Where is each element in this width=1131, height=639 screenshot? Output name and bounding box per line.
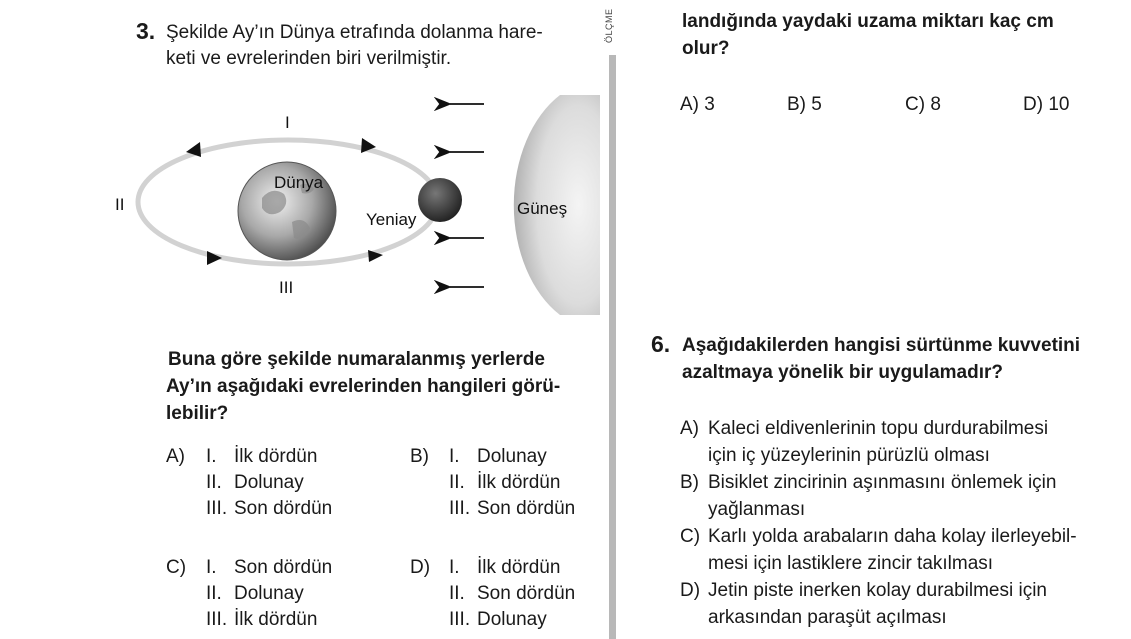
question-3-stem-line-1: Şekilde Ay’ın Dünya etrafında dolanma hare-	[166, 22, 543, 43]
question-3-number: 3.	[136, 18, 156, 44]
question-3-prompt-line-1: Buna göre şekilde numaralanmış yerlerde	[168, 349, 545, 370]
moon-orbit-figure	[0, 0, 600, 320]
figure-label-sun: Güneş	[517, 199, 568, 218]
q6-option-d-letter: D)	[680, 580, 701, 601]
q3-option-d-line-1: I. İlk dördün	[449, 557, 561, 578]
question-3-prompt-line-2: Ay’ın aşağıdaki evrelerinden hangileri görü-	[166, 376, 561, 397]
q3-option-c-letter: C)	[166, 557, 187, 578]
question-6-stem-line-1: Aşağıdakilerden hangisi sürtünme kuvvetini	[682, 335, 1081, 356]
new-moon-icon	[418, 178, 462, 222]
q5-option-b[interactable]: B) 5	[787, 94, 822, 115]
q6-option-a-line-1: Kaleci eldivenlerinin topu durdurabilmesi	[708, 418, 1049, 439]
q5-option-c[interactable]: C) 8	[905, 94, 941, 115]
q3-option-d-line-2: II. Son dördün	[449, 583, 576, 604]
q6-option-d-line-2: arkasından paraşüt açılması	[708, 607, 947, 628]
q3-option-a-line-1: I. İlk dördün	[206, 446, 318, 467]
figure-label-I: I	[285, 113, 290, 132]
q5-option-a[interactable]: A) 3	[680, 94, 715, 115]
question-5-stem-line-2: olur?	[682, 38, 730, 59]
question-3-stem-line-2: keti ve evrelerinden biri verilmiştir.	[166, 48, 452, 69]
column-divider	[609, 55, 616, 639]
q3-option-d-line-3: III. Dolunay	[449, 609, 547, 630]
q3-option-d-letter: D)	[410, 557, 431, 578]
q3-option-c-line-1: I. Son dördün	[206, 557, 333, 578]
q6-option-b-line-1: Bisiklet zincirinin aşınmasını önlemek için	[708, 472, 1057, 493]
q6-option-b-letter: B)	[680, 472, 699, 493]
figure-label-III: III	[279, 278, 294, 297]
q3-option-b-line-2: II. İlk dördün	[449, 472, 561, 493]
q6-option-a-line-2: için iç yüzeylerinin pürüzlü olması	[708, 445, 990, 466]
q3-option-b-line-1: I. Dolunay	[449, 446, 547, 467]
q3-option-a-line-2: II. Dolunay	[206, 472, 304, 493]
figure-label-earth: Dünya	[274, 173, 324, 192]
q6-option-c-letter: C)	[680, 526, 701, 547]
figure-label-new-moon: Yeniay	[366, 210, 417, 229]
q3-option-b-line-3: III. Son dördün	[449, 498, 576, 519]
question-5-stem-line-1: landığında yaydaki uzama miktarı kaç cm	[682, 11, 1054, 32]
q3-option-a-line-3: III. Son dördün	[206, 498, 333, 519]
q6-option-d-line-1: Jetin piste inerken kolay durabilmesi için	[708, 580, 1047, 601]
figure-label-II: II	[115, 195, 125, 214]
q3-option-a-letter: A)	[166, 446, 185, 467]
orbit-arrow-bottom-left	[207, 251, 222, 265]
q3-option-c-line-2: II. Dolunay	[206, 583, 304, 604]
q6-option-c-line-1: Karlı yolda arabaların daha kolay ilerleyebil-	[708, 526, 1077, 547]
question-6-number: 6.	[651, 331, 671, 357]
q5-option-d[interactable]: D) 10	[1023, 94, 1070, 115]
divider-label: ÖLÇME	[604, 8, 614, 44]
question-6-stem-line-2: azaltmaya yönelik bir uygulamadır?	[682, 362, 1003, 383]
q3-option-b-letter: B)	[410, 446, 429, 467]
q6-option-a-letter: A)	[680, 418, 699, 439]
q6-option-c-line-2: mesi için lastiklere zincir takılması	[708, 553, 994, 574]
q3-option-c-line-3: III. İlk dördün	[206, 609, 318, 630]
question-3-prompt-line-3: lebilir?	[166, 403, 229, 424]
q6-option-b-line-2: yağlanması	[708, 499, 806, 520]
